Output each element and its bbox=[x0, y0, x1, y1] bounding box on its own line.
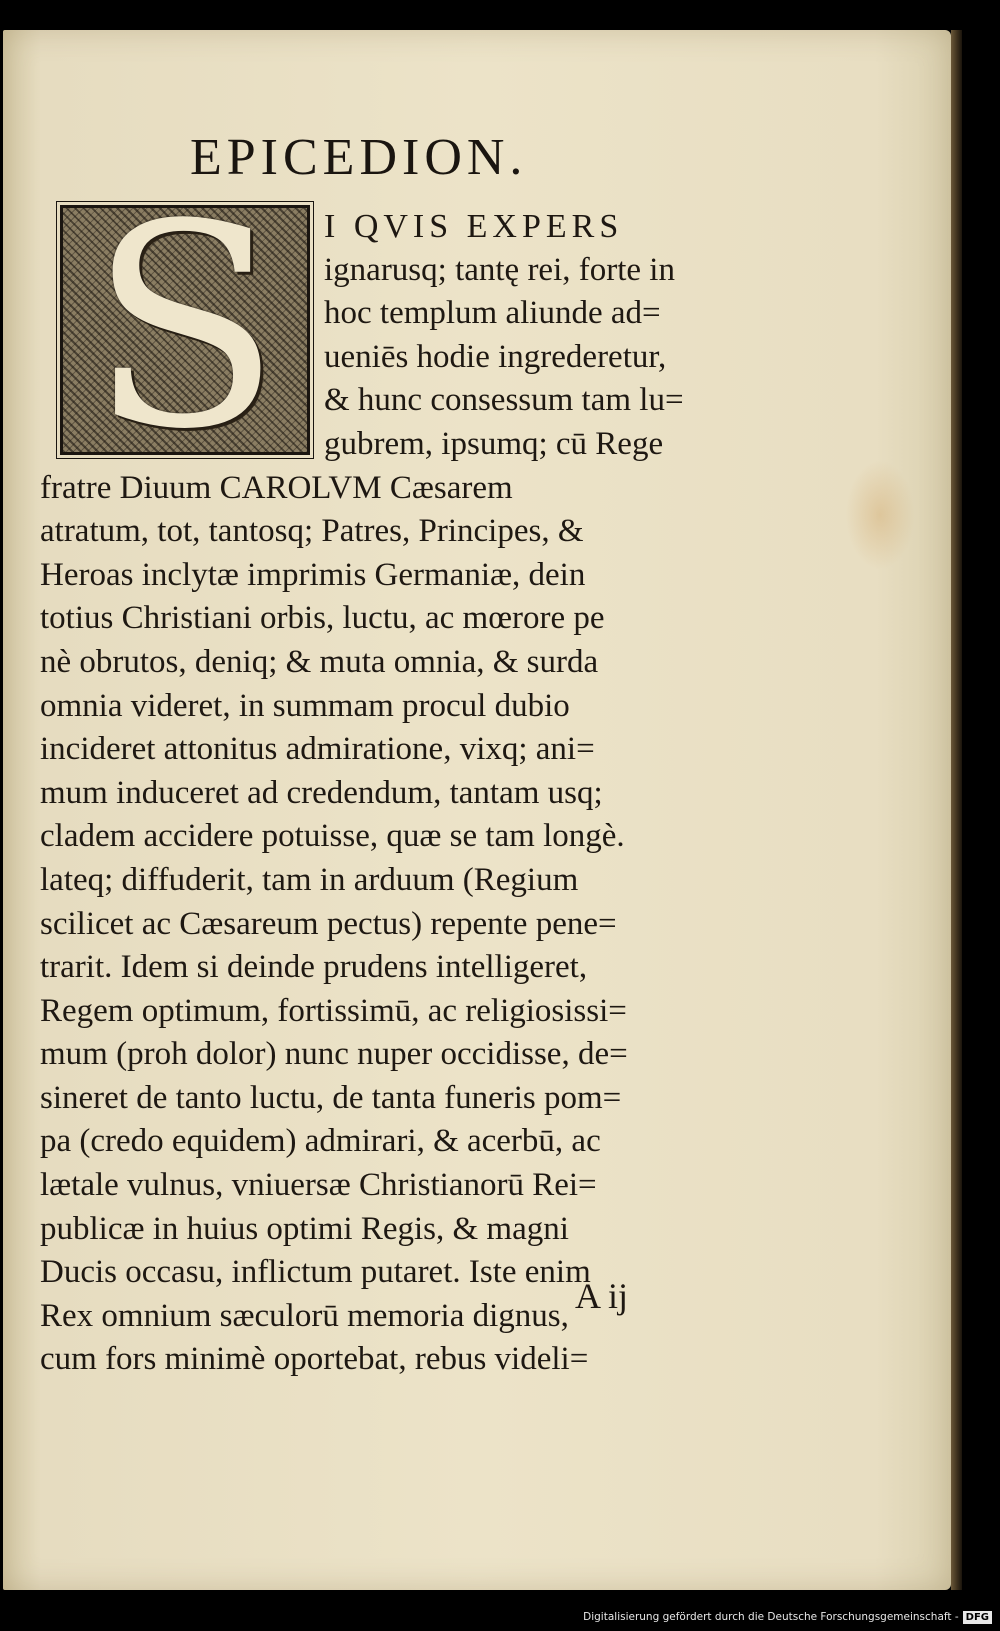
text-line: Ducis occasu, inflictum putaret. Iste enim bbox=[40, 1254, 591, 1291]
text-line: mum (proh dolor) nunc nuper occidisse, de= bbox=[40, 1036, 628, 1073]
body-text bbox=[40, 205, 760, 1382]
footer bbox=[583, 1607, 992, 1627]
text-line: Rex omnium sæculorū memoria dignus, bbox=[40, 1297, 569, 1334]
text-line: publicæ in huius optimi Regis, & magni bbox=[40, 1210, 569, 1247]
signature-mark: A ij bbox=[575, 1276, 629, 1316]
text-line: Heroas inclytæ imprimis Germaniæ, dein bbox=[40, 556, 586, 593]
text-line: & hunc consessum tam lu= bbox=[324, 382, 684, 419]
text-line: trarit. Idem si deinde prudens intelligeret, bbox=[40, 949, 588, 986]
text-line: lætale vulnus, vniuersæ Christianorū Rei= bbox=[40, 1167, 597, 1204]
initial-letter: S bbox=[89, 205, 281, 455]
book-spine bbox=[951, 30, 962, 1590]
text-line: Regem optimum, fortissimū, ac religiosissi= bbox=[40, 992, 627, 1029]
text-line: scilicet ac Cæsareum pectus) repente pene= bbox=[40, 905, 617, 942]
text-line: lateq; diffuderit, tam in arduum (Regium bbox=[40, 861, 579, 898]
paper-stain bbox=[845, 460, 915, 570]
text-line: cladem accidere potuisse, quæ se tam longè. bbox=[40, 818, 625, 855]
text-line: sineret de tanto luctu, de tanta funeris pom= bbox=[40, 1079, 622, 1116]
text-line: incideret attonitus admiratione, vixq; ani= bbox=[40, 731, 595, 768]
text-line: fratre Diuum CAROLVM Cæsarem bbox=[40, 469, 513, 506]
text-line: nè obrutos, deniq; & muta omnia, & surda bbox=[40, 643, 599, 680]
text-line: gubrem, ipsumq; cū Rege bbox=[324, 425, 664, 462]
text-line: I QVIS EXPERS bbox=[324, 208, 624, 245]
text-line: mum induceret ad credendum, tantam usq; bbox=[40, 774, 603, 811]
page-title: EPICEDION. bbox=[190, 129, 528, 186]
text-line: ueniēs hodie ingrederetur, bbox=[324, 338, 667, 375]
text-line: cum fors minimè oportebat, rebus videli= bbox=[40, 1341, 589, 1378]
text-line: totius Christiani orbis, luctu, ac mœrore pe bbox=[40, 600, 605, 637]
footer-text: Digitalisierung gefördert durch die Deutsche Forschungsgemeinschaft - bbox=[583, 1611, 959, 1623]
text-line: pa (credo equidem) admirari, & acerbū, ac bbox=[40, 1123, 601, 1160]
text-line: omnia videret, in summam procul dubio bbox=[40, 687, 570, 724]
text-line: ignarusq; tantę rei, forte in bbox=[324, 251, 675, 288]
text-line: hoc templum aliunde ad= bbox=[324, 295, 661, 332]
text-line: atratum, tot, tantosq; Patres, Principes, & bbox=[40, 513, 584, 550]
dfg-logo[interactable]: DFG bbox=[963, 1611, 992, 1624]
